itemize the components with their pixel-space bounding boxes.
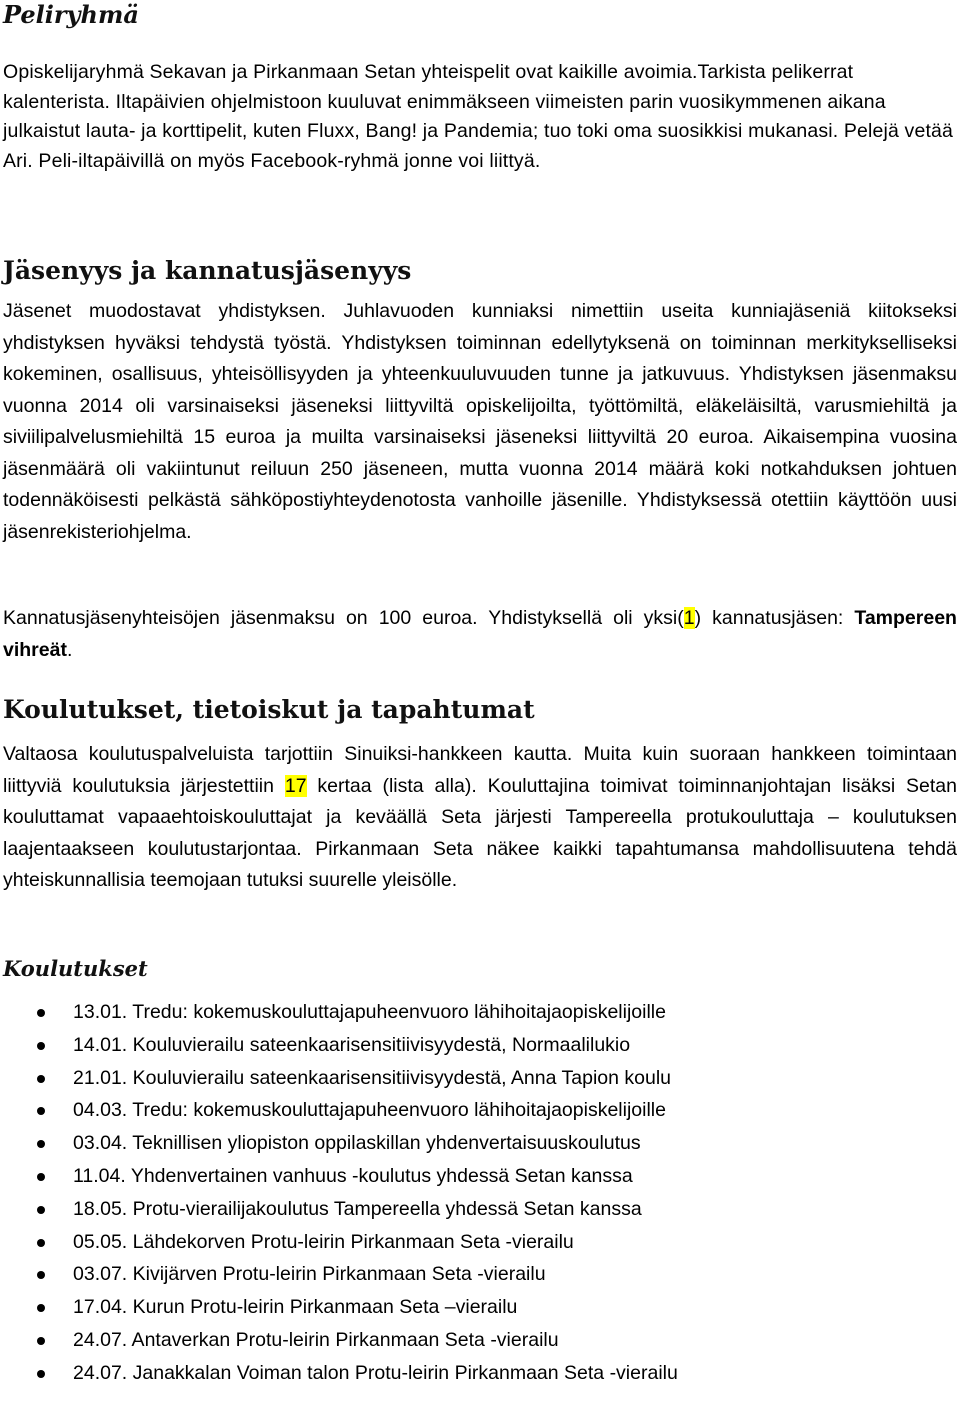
list-item [3, 1160, 957, 1193]
paragraph-kannatusjasenyys [3, 603, 957, 666]
list-item-text: 18.05. Protu-vierailijakoulutus Tampereella yhdessä Setan kanssa [73, 1197, 642, 1220]
list-item-text: 11.04. Yhdenvertainen vanhuus -koulutus yhdessä Setan kanssa [73, 1164, 633, 1187]
support-member-name: Tampereen vihreät [3, 607, 957, 661]
bullet-icon [37, 1173, 45, 1181]
list-item [3, 1127, 957, 1160]
highlighted-training-count: 17 [284, 774, 307, 797]
paragraph-koulutukset [3, 739, 957, 897]
bullet-icon [37, 1140, 45, 1148]
bullet-icon [37, 1370, 45, 1378]
list-item [3, 1226, 957, 1259]
paragraph-peliryhma: Opiskelijaryhmä Sekavan ja Pirkanmaan Setan yhteispelit ovat kaikille avoimia.Tarkista pelikerrat kalenterista. Iltapäivien ohjelmistoon kuuluvat enimmäkseen viimeisten parin vuosikymmenen aikana julkaistut lauta- ja korttipelit, kuten Fluxx, Bang! ja Pandemia; tuo toki oma suosikkisi mukanasi. Pelejä vetää Ari. Peli-iltapäivillä on myös Facebook-ryhmä jonne voi liittyä. [3, 61, 954, 172]
paragraph-jasenyys: Jäsenet muodostavat yhdistyksen. Juhlavuoden kunniaksi nimettiin useita kunniajäseniä kiitokseksi yhdistyksen hyväksi tehdystä työstä. Yhdistyksen toiminnan edellytyksenä on toiminnan merkitykselliseksi kokeminen, osallisuus, yhteisöllisyyden ja yhteenkuuluvuuden tunne ja jatkuvuus. Yhdistyksen jäsenmaksu vuonna 2014 oli varsinaiseksi jäseneksi liittyviltä opiskelijoilta, työttömiltä, eläkeläisiltä, varusmiehiltä ja siviilipalvelusmiehiltä 15 euroa ja muilta varsinaiseksi jäseneksi liittyviltä 20 euroa. Aikaisempina vuosina jäsenmäärä oli vakiintunut reiluun 250 jäseneen, mutta vuonna 2014 määrä koki notkahduksen johtuen todennäköisesti pelkästä sähköpostiyhteydenotosta vanhoille jäsenille. Yhdistyksessä otettiin käyttöön uusi jäsenrekisteriohjelma. [3, 300, 957, 543]
list-item-text: 13.01. Tredu: kokemuskouluttajapuheenvuoro lähihoitajaopiskelijoille [73, 1001, 666, 1023]
bullet-icon [37, 1075, 45, 1083]
list-item [3, 1193, 957, 1226]
highlighted-support-count: 1 [683, 607, 695, 629]
bullet-icon [37, 1239, 45, 1247]
heading-peliryhma: Peliryhmä [3, 0, 139, 29]
bullet-icon [37, 1009, 45, 1017]
list-item [3, 1258, 957, 1291]
list-item [3, 996, 957, 1029]
bullet-icon [37, 1206, 45, 1214]
list-item-text: 24.07. Janakkalan Voiman talon Protu-leirin Pirkanmaan Seta -vierailu [73, 1361, 678, 1384]
list-item-text: 21.01. Kouluvierailu sateenkaarisensitiivisyydestä, Anna Tapion koulu [73, 1066, 672, 1089]
list-item-text: 14.01. Kouluvierailu sateenkaarisensitiivisyydestä, Normaalilukio [73, 1033, 631, 1056]
koulutukset-text-post: kertaa (lista alla). Kouluttajina toimivat toiminnanjohtajan lisäksi Setan kouluttamat vapaaehtoiskouluttajat ja keväällä Seta järjesti Tampereella protukouluttaja – koulutuksen laajentaakseen koulutustarjontaa. Pirkanmaan Seta näkee kaikki tapahtumansa mahdollisuutena tehdä yhteiskunnallisia teemojaan tutuksi suurelle yleisölle. [3, 774, 957, 891]
list-item-text: 04.03. Tredu: kokemuskouluttajapuheenvuoro lähihoitajaopiskelijoille [73, 1099, 666, 1122]
list-item [3, 1291, 957, 1324]
list-item [3, 1324, 957, 1357]
list-item-text: 05.05. Lähdekorven Protu-leirin Pirkanmaan Seta -vierailu [73, 1230, 574, 1253]
bullet-icon [37, 1271, 45, 1279]
list-item [3, 1357, 957, 1390]
list-item [3, 1094, 957, 1127]
bullet-icon [37, 1042, 45, 1050]
list-item-text: 03.04. Teknillisen yliopiston oppilaskillan yhdenvertaisuuskoulutus [73, 1132, 641, 1155]
list-item [3, 1062, 957, 1095]
heading-koulutukset-tietoiskut: Koulutukset, tietoiskut ja tapahtumat [3, 695, 535, 724]
bullet-icon [37, 1337, 45, 1345]
koulutukset-text-pre: Valtaosa koulutuspalveluista tarjottiin Sinuiksi-hankkeen kautta. Muita kuin suoraan hankkeen toimintaan liittyviä koulutuksia järjestettiin [3, 743, 957, 797]
list-item-text: 03.07. Kivijärven Protu-leirin Pirkanmaan Seta -vierailu [73, 1263, 546, 1286]
list-item [3, 1029, 957, 1062]
support-text-mid: ) kannatusjäsen: [694, 607, 855, 629]
heading-jasenyys: Jäsenyys ja kannatusjäsenyys [3, 256, 412, 285]
list-item-text: 17.04. Kurun Protu-leirin Pirkanmaan Seta –vierailu [73, 1296, 518, 1319]
bullet-icon [37, 1304, 45, 1312]
bullet-icon [37, 1107, 45, 1115]
training-list [3, 996, 957, 1390]
list-item-text: 24.07. Antaverkan Protu-leirin Pirkanmaan Seta -vierailu [73, 1328, 559, 1351]
heading-koulutukset-list: Koulutukset [3, 956, 148, 981]
support-text-pre: Kannatusjäsenyhteisöjen jäsenmaksu on 100 euroa. Yhdistyksellä oli yksi( [3, 607, 684, 629]
support-text-end: . [66, 638, 73, 661]
